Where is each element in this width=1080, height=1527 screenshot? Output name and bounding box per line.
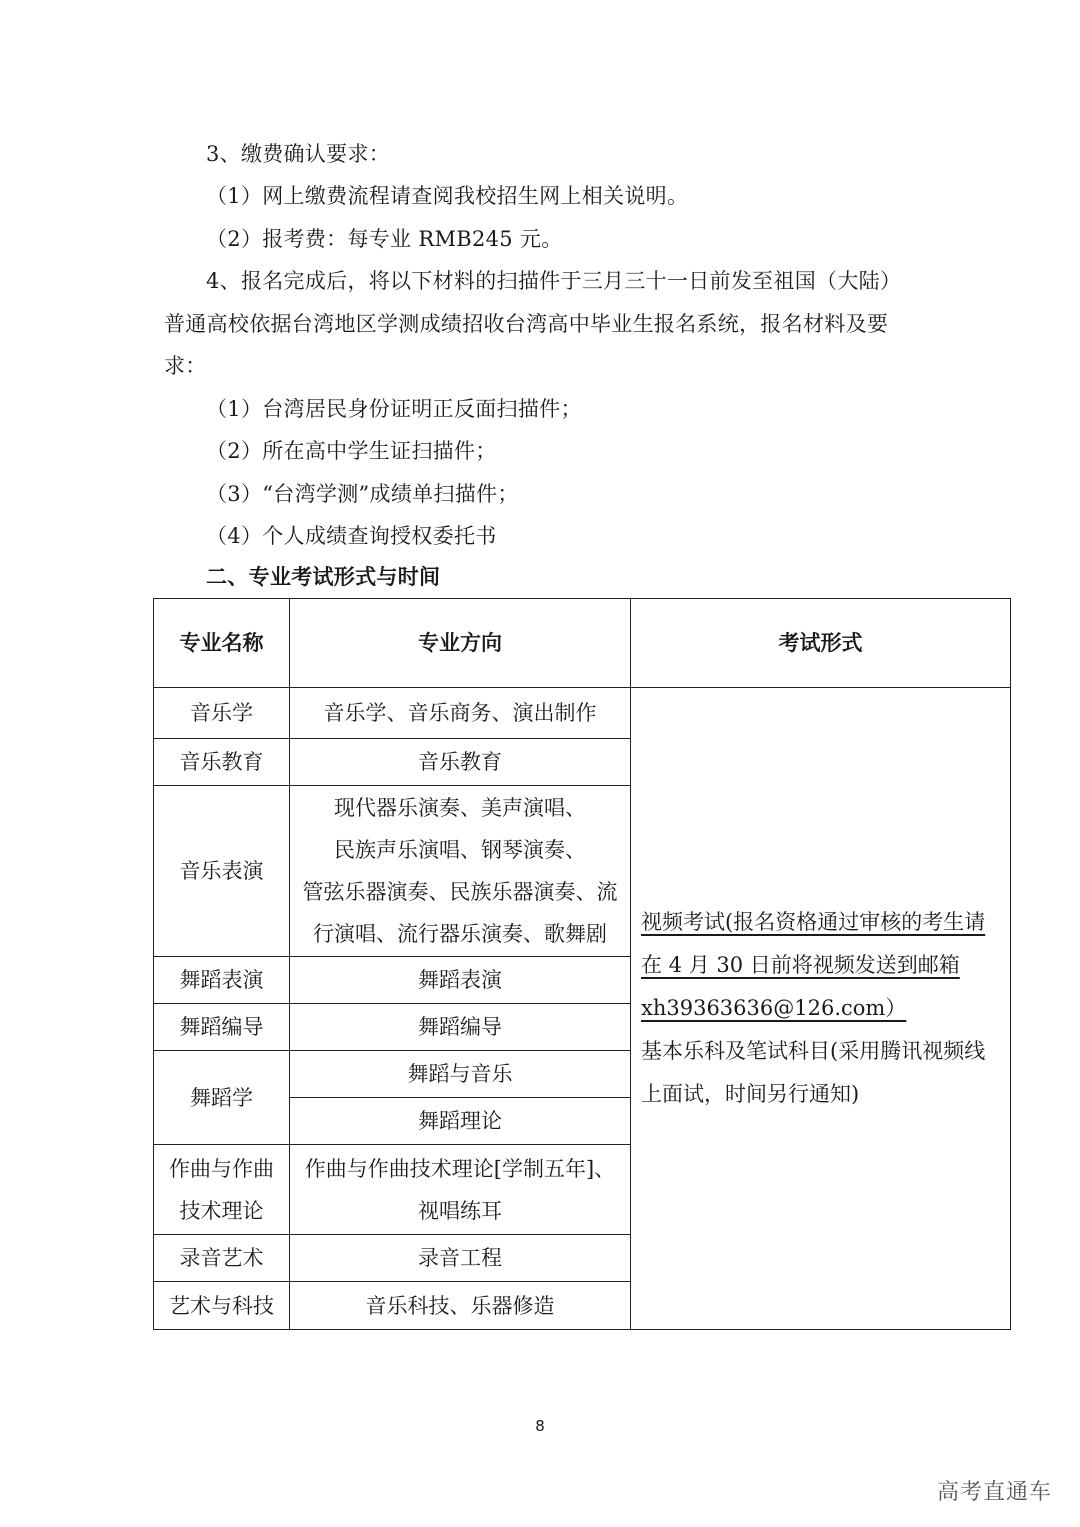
major-cell: 录音艺术	[154, 1235, 290, 1282]
materials-intro-1: 4、报名完成后，将以下材料的扫描件于三月三十一日前发至祖国（大陆）	[206, 269, 902, 293]
material-item-1: （1）台湾居民身份证明正反面扫描件；	[206, 397, 582, 421]
major-cell: 舞蹈编导	[154, 1004, 290, 1051]
exam-table	[153, 598, 1011, 1330]
header-major: 专业名称	[154, 599, 290, 688]
exam-mode-line: 视频考试(报名资格通过审核的考生请	[641, 910, 986, 934]
major-cell: 舞蹈表演	[154, 957, 290, 1004]
direction-line: 视唱练耳	[418, 1198, 502, 1223]
watermark: 高考直通车	[936, 1480, 1052, 1505]
direction-cell: 音乐科技、乐器修造	[290, 1282, 631, 1330]
direction-cell: 音乐学、音乐商务、演出制作	[290, 688, 631, 739]
direction-cell	[290, 786, 631, 957]
direction-cell: 舞蹈与音乐	[290, 1051, 631, 1098]
section-heading: 二、专业考试形式与时间	[206, 565, 441, 589]
header-direction: 专业方向	[290, 599, 631, 688]
major-line: 技术理论	[179, 1198, 264, 1223]
major-cell: 音乐表演	[154, 786, 290, 957]
material-item-3: （3）“台湾学测”成绩单扫描件；	[206, 482, 519, 506]
major-cell: 音乐学	[154, 688, 290, 739]
fee-item-2: （2）报考费：每专业 RMB245 元。	[206, 227, 563, 251]
direction-line: 民族声乐演唱、钢琴演奏、	[334, 838, 586, 862]
direction-line: 作曲与作曲技术理论[学制五年]、	[304, 1156, 616, 1181]
major-cell: 艺术与科技	[154, 1282, 290, 1330]
direction-cell: 舞蹈理论	[290, 1098, 631, 1145]
exam-mode-cell	[631, 688, 1011, 1330]
direction-cell: 录音工程	[290, 1235, 631, 1282]
exam-email: xh39363636@126.com）	[641, 996, 907, 1020]
exam-mode-line: 在 4 月 30 日前将视频发送到邮箱	[641, 953, 960, 977]
direction-line: 现代器乐演奏、美声演唱、	[334, 796, 586, 820]
major-cell	[154, 1145, 290, 1235]
materials-intro-2: 普通高校依据台湾地区学测成绩招收台湾高中毕业生报名系统，报名材料及要	[164, 312, 889, 336]
fee-confirm-title: 3、缴费确认要求：	[206, 142, 391, 166]
direction-cell: 舞蹈表演	[290, 957, 631, 1004]
direction-cell: 舞蹈编导	[290, 1004, 631, 1051]
exam-mode-line: 上面试，时间另行通知)	[641, 1082, 860, 1106]
page-number: 8	[535, 1417, 545, 1435]
material-item-4: （4）个人成绩查询授权委托书	[206, 524, 497, 548]
major-cell: 音乐教育	[154, 739, 290, 786]
major-line: 作曲与作曲	[169, 1156, 274, 1181]
direction-cell: 音乐教育	[290, 739, 631, 786]
exam-mode-line: 基本乐科及笔试科目(采用腾讯视频线	[641, 1039, 986, 1063]
material-item-2: （2）所在高中学生证扫描件；	[206, 439, 497, 463]
direction-cell	[290, 1145, 631, 1235]
direction-line: 管弦乐器演奏、民族乐器演奏、流	[302, 880, 618, 904]
table-header-row	[154, 599, 1011, 688]
major-cell: 舞蹈学	[154, 1051, 290, 1145]
header-exam-mode: 考试形式	[631, 599, 1011, 688]
table-row	[154, 688, 1011, 739]
fee-item-1: （1）网上缴费流程请查阅我校招生网上相关说明。	[206, 184, 689, 208]
direction-line: 行演唱、流行器乐演奏、歌舞剧	[313, 922, 607, 946]
materials-intro-3: 求：	[164, 354, 207, 378]
